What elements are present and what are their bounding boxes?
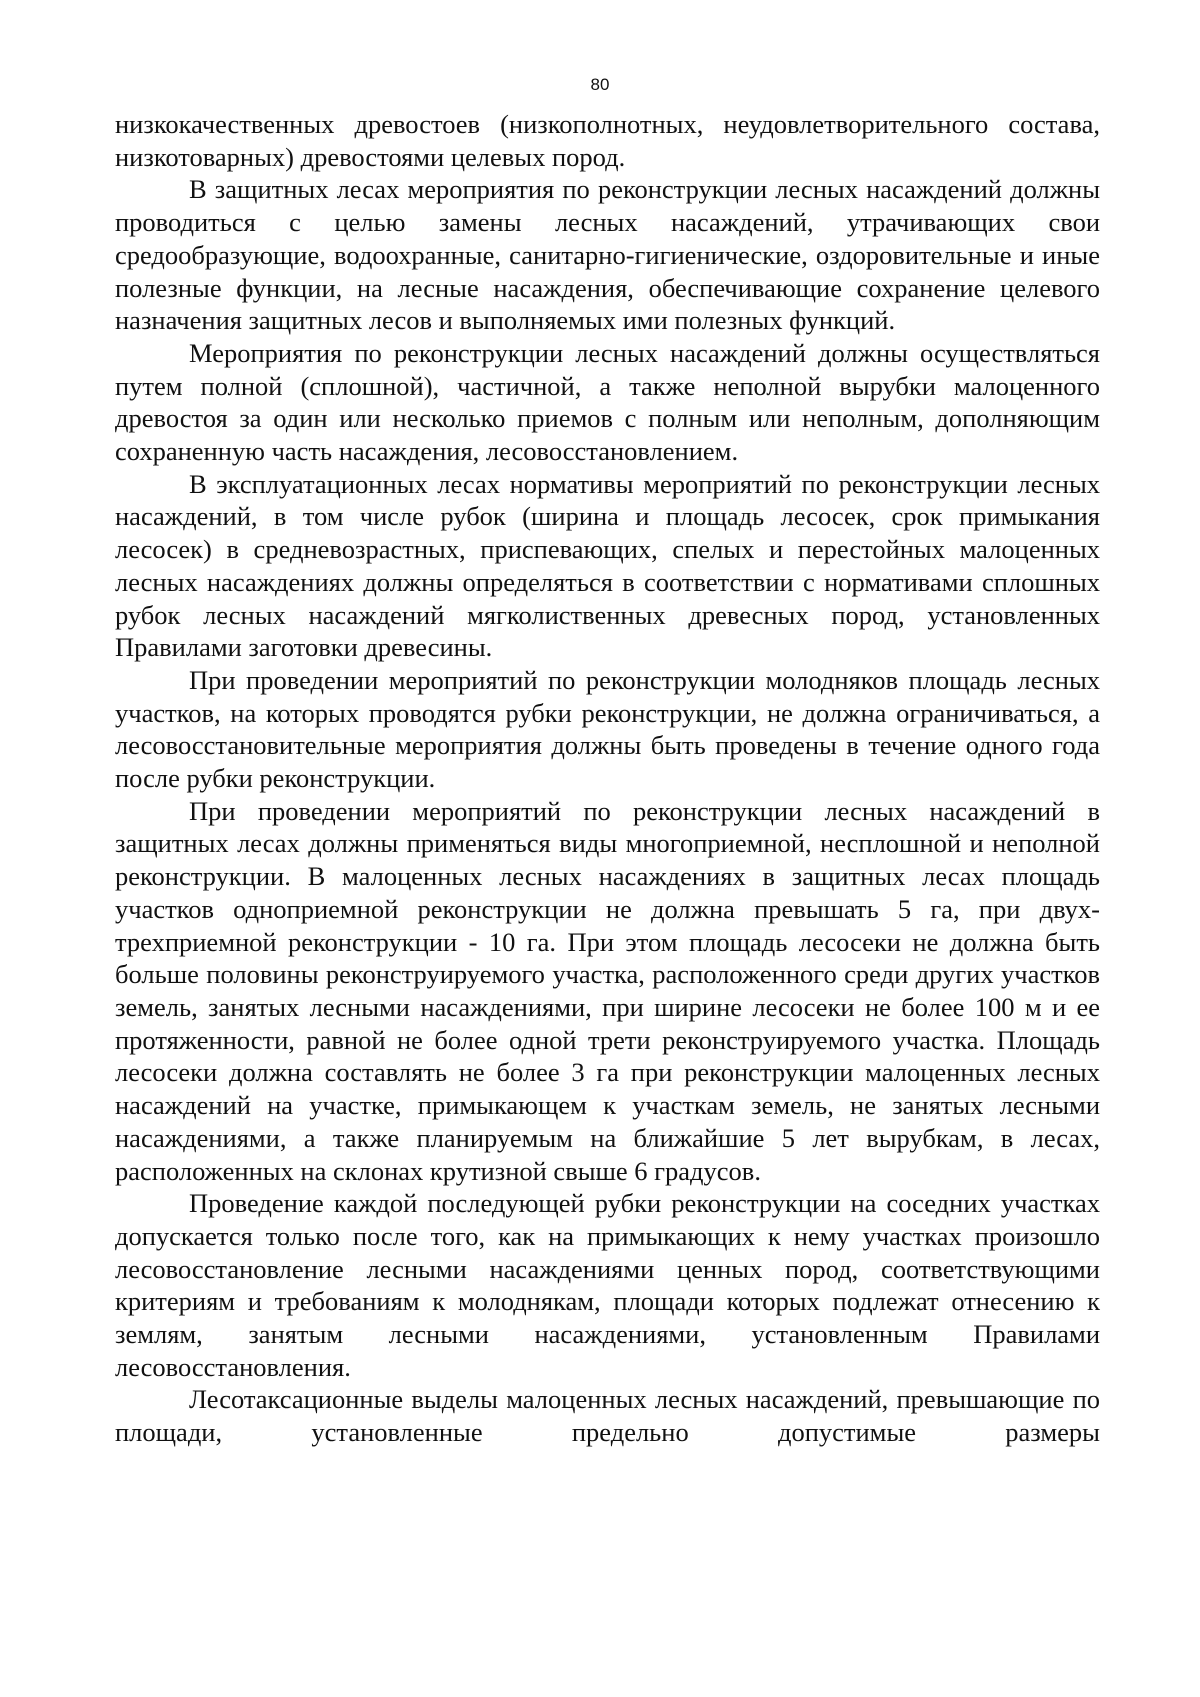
page-number: 80: [590, 75, 610, 94]
paragraph-reconstruction-methods: Мероприятия по реконструкции лесных насаждений должны осуществляться путем полной (сплошной), частичной, а также неполной вырубки малоценного древостоя за один или несколько приемов с полным или неполным, дополняющим сохраненную часть насаждения, лесовосстановлением.: [115, 337, 1100, 467]
paragraph-young-stands: При проведении мероприятий по реконструкции молодняков площадь лесных участков, на которых проводятся рубки реконструкции, не должна ограничиваться, а лесовосстановительные мероприятия должны быть проведены в течение одного года после рубки реконструкции.: [115, 664, 1100, 794]
paragraph-protective-reconstruction-types: При проведении мероприятий по реконструкции лесных насаждений в защитных лесах должны применяться виды многоприемной, несплошной и неполной реконструкции. В малоценных лесных насаждениях в защитных лесах площадь участков одноприемной реконструкции не должна превышать 5 га, при двух-трехприемной реконструкции - 10 га. При этом площадь лесосеки не должна быть больше половины реконструируемого участка, расположенного среди других участков земель, занятых лесными насаждениями, при ширине лесосеки не более 100 м и ее протяженности, равной не более одной трети реконструируемого участка. Площадь лесосеки должна составлять не более 3 га при реконструкции малоценных лесных насаждений на участке, примыкающем к участкам земель, не занятых лесными насаждениями, а также планируемым на ближайшие 5 лет вырубкам, в лесах, расположенных на склонах крутизной свыше 6 градусов.: [115, 795, 1100, 1186]
paragraph-protective-forests: В защитных лесах мероприятия по реконструкции лесных насаждений должны проводиться с целью замены лесных насаждений, утрачивающих свои средообразующие, водоохранные, санитарно-гигиенические, оздоровительные и иные полезные функции, на лесные насаждения, обеспечивающие сохранение целевого назначения защитных лесов и выполняемых ими полезных функций.: [115, 174, 1100, 336]
paragraph-exploitation-forests: В эксплуатационных лесах нормативы мероприятий по реконструкции лесных насаждений, в том числе рубок (ширина и площадь лесосек, срок примыкания лесосек) в средневозрастных, приспевающих, спелых и перестойных малоценных лесных насаждениях должны определяться в соответствии с нормативами сплошных рубок лесных насаждений мягколиственных древесных пород, установленных Правилами заготовки древесины.: [115, 468, 1100, 663]
paragraph-continuation: низкокачественных древостоев (низкополнотных, неудовлетворительного состава, низкотоварных) древостоями целевых пород.: [115, 109, 1100, 172]
paragraph-subsequent-cutting: Проведение каждой последующей рубки реконструкции на соседних участках допускается только после того, как на примыкающих к нему участках произошло лесовосстановление лесными насаждениями ценных пород, соответствующими критериям и требованиям к молоднякам, площади которых подлежат отнесению к землям, занятым лесными насаждениями, установленным Правилами лесовосстановления.: [115, 1188, 1100, 1382]
document-body: [115, 108, 1100, 1449]
paragraph-taxation-units: Лесотаксационные выделы малоценных лесных насаждений, превышающие по площади, установленные предельно допустимые размеры: [115, 1384, 1100, 1448]
